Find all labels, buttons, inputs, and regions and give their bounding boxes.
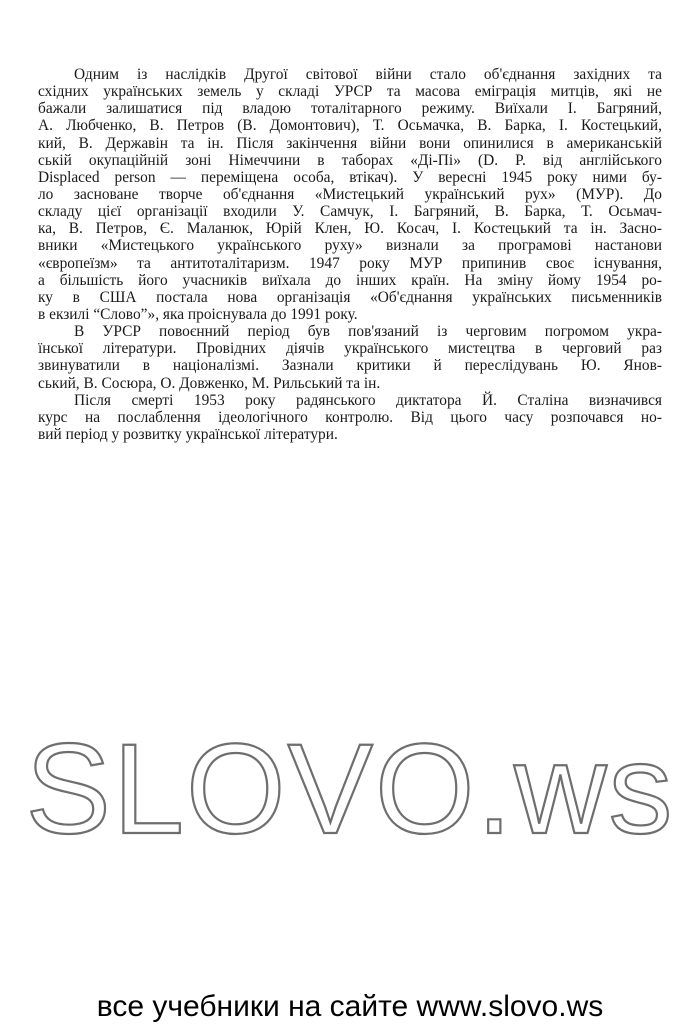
text-line: їнської літератури. Провідних діячів українського мистецтва в черговий раз <box>38 340 662 358</box>
text-line: вий період у розвитку української літератури. <box>38 425 338 443</box>
footer-caption: все учебники на сайте www.slovo.ws <box>96 990 604 1023</box>
text-line: А. Любченко, В. Петров (В. Домонтович), Т. Осьмачка, В. Барка, І. Костецький, <box>38 117 662 135</box>
text-line: в екзилі “Слово”», яка проіснувала до 1991 року. <box>38 305 358 323</box>
text-line: «європеїзм» та антитоталітаризм. 1947 року МУР припинив своє існування, <box>38 254 662 272</box>
text-line: ку в США постала нова організація «Об'єднання українських письменників <box>38 288 662 306</box>
text-line: Одним із наслідків Другої світової війни стало об'єднання західних та <box>74 66 662 83</box>
text-line: ський, В. Сосюра, О. Довженко, М. Рильський та ін. <box>38 374 381 392</box>
text-line: ка, В. Петров, Є. Маланюк, Юрій Клен, Ю. Косач, І. Костецький та ін. Засно- <box>38 220 662 238</box>
text-line: ло засноване творче об'єднання «Мистецький український рух» (МУР). До <box>38 185 662 203</box>
text-line: бажали залишатися під владою тоталітарного режиму. Виїхали І. Багряний, <box>38 100 662 118</box>
text-line: вники «Мистецького українського руху» визнали за програмові настанови <box>38 237 662 255</box>
watermark-logo: SLOVO.ws <box>25 718 675 861</box>
body-text <box>38 66 662 443</box>
text-line: В УРСР повоєнний період був пов'язаний із черговим погромом укра- <box>74 323 662 341</box>
text-line: кий, В. Державін та ін. Після закінчення війни вони опинилися в американській <box>38 134 662 152</box>
text-line: складу цієї організації входили У. Самчук, І. Багряний, В. Барка, Т. Осьмач- <box>38 203 662 221</box>
text-line: звинуватили в націоналізмі. Зазнали критики й переслідувань Ю. Янов- <box>38 357 662 375</box>
text-line: східних українських земель у складі УРСР та масова еміграція митців, які не <box>38 83 662 101</box>
text-line: ській окупаційній зоні Німеччини в таборах «Ді-Пі» (D. P. від англійського <box>38 151 662 169</box>
text-line: Після смерті 1953 року радянського диктатора Й. Сталіна визначився <box>74 391 662 409</box>
text-line: Displaced person — переміщена особа, втікач). У вересні 1945 року ними бу- <box>38 168 662 186</box>
text-line: а більшість його учасників виїхала до інших країн. На зміну йому 1954 ро- <box>38 271 662 289</box>
text-line: курс на послаблення ідеологічного контролю. Від цього часу розпочався но- <box>38 408 662 426</box>
